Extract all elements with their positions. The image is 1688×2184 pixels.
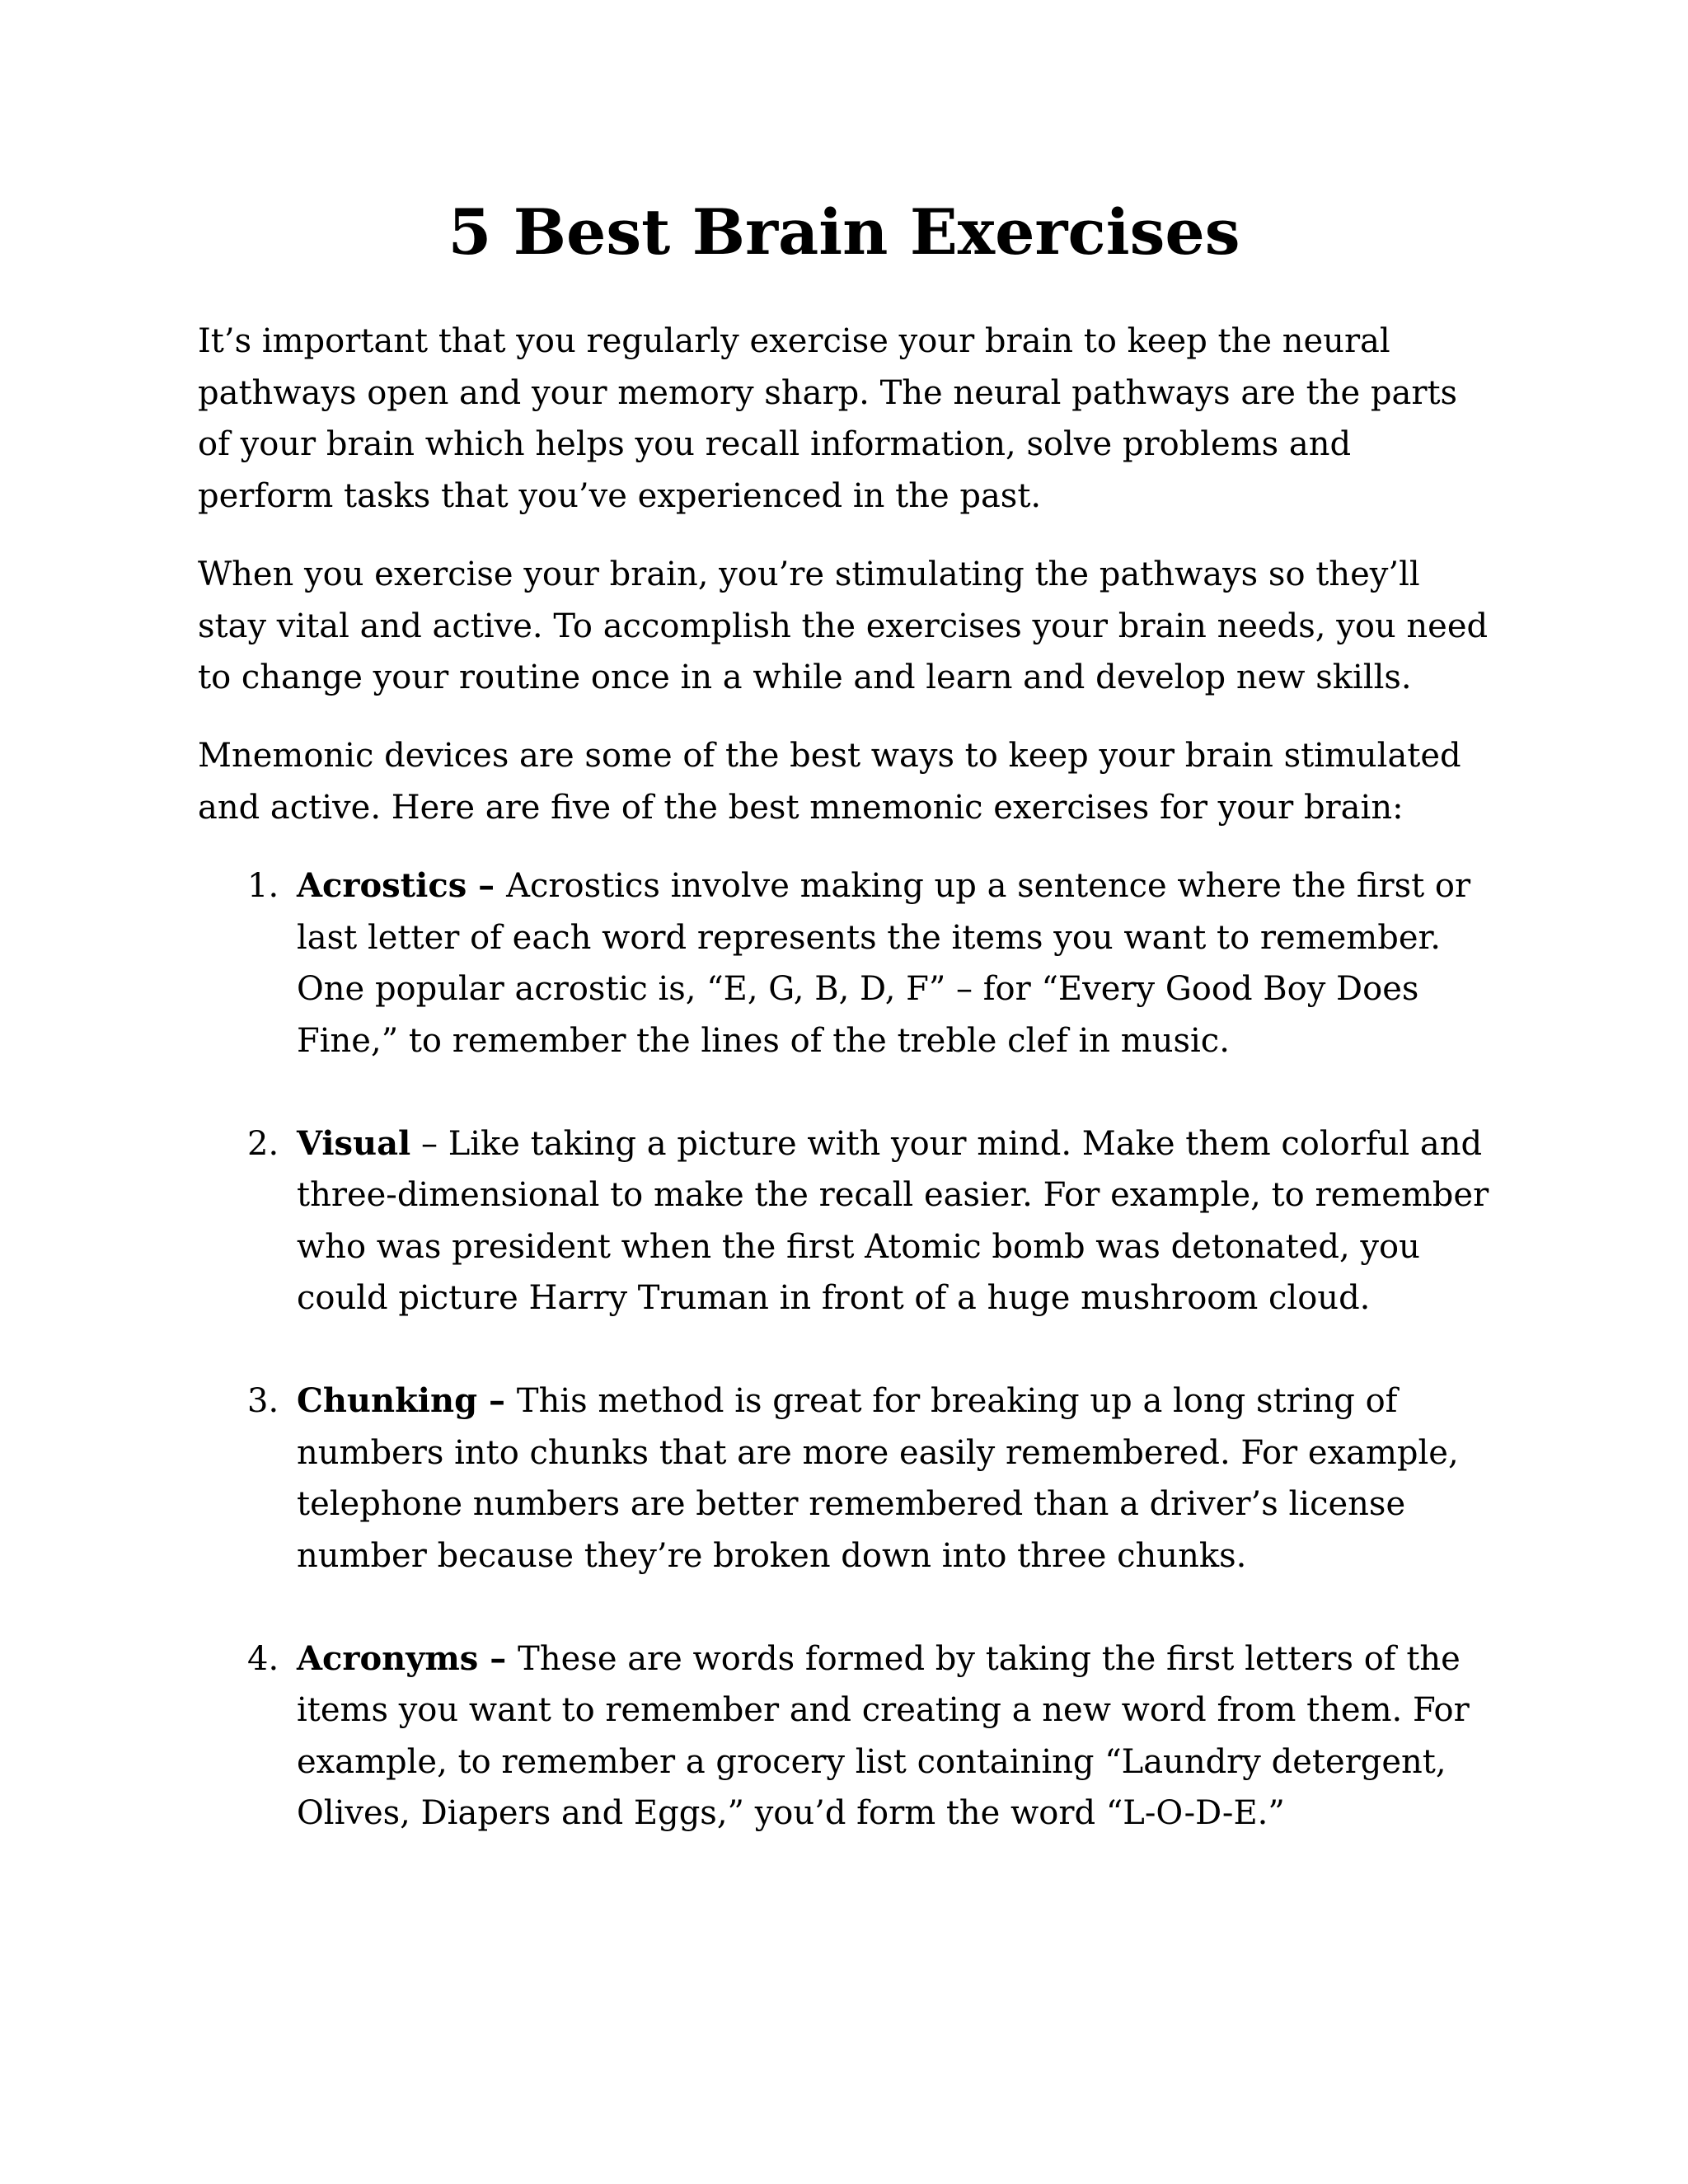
list-item-number: 2. bbox=[247, 1124, 279, 1163]
list-item-title: Acrostics bbox=[297, 866, 467, 905]
list-item-text: This method is great for breaking up a long string of numbers into chunks that are more easily remembered. For example, telephone numbers are better remembered than a driver’s license number because they’re broken down into three chunks. bbox=[297, 1382, 1459, 1575]
exercise-list bbox=[198, 860, 1492, 1891]
list-item-number: 4. bbox=[247, 1639, 279, 1678]
list-item-separator: – bbox=[467, 866, 507, 905]
list-item-text: These are words formed by taking the first letters of the items you want to remember and creating a new word from them. For example, to remember a grocery list containing “Laundry detergent, Olives, Diapers and Eggs,” you’d form the word “L-O-D-E.” bbox=[297, 1639, 1470, 1832]
list-item bbox=[198, 1118, 1492, 1324]
list-item-separator: – bbox=[410, 1124, 448, 1163]
page-title: 5 Best Brain Exercises bbox=[448, 195, 1240, 269]
stimulation-paragraph: When you exercise your brain, you’re stimulating the pathways so they’ll stay vital and active. To accomplish the exercises your brain needs, you need to change your routine once in a while and learn and develop new skills. bbox=[198, 555, 1489, 696]
mnemonic-intro-paragraph: Mnemonic devices are some of the best ways to keep your brain stimulated and active. Here are five of the best mnemonic exercises for your brain: bbox=[198, 737, 1461, 827]
list-item-number: 1. bbox=[247, 867, 279, 905]
intro-paragraph: It’s important that you regularly exercise your brain to keep the neural pathways open and your memory sharp. The neural pathways are the parts of your brain which helps you recall information, solve problems and perform tasks that you’ve experienced in the past. bbox=[198, 322, 1458, 515]
list-item-separator: – bbox=[477, 1381, 517, 1420]
list-item-number: 3. bbox=[247, 1382, 279, 1420]
list-item bbox=[198, 860, 1492, 1066]
list-item bbox=[198, 1633, 1492, 1840]
list-item-text: Like taking a picture with your mind. Make them colorful and three-dimensional to make the recall easier. For example, to remember who was president when the first Atomic bomb was detonated, you could picture Harry Truman in front of a huge mushroom cloud. bbox=[297, 1124, 1489, 1317]
list-item-title: Acronyms bbox=[297, 1638, 479, 1678]
list-item-title: Chunking bbox=[297, 1381, 478, 1420]
list-item-title: Visual bbox=[297, 1123, 411, 1163]
list-item-text: Acrostics involve making up a sentence where the first or last letter of each word represents the items you want to remember. One popular acrostic is, “E, G, B, D, F” – for “Every Good Boy Does Fine,” to remember the lines of the treble clef in music. bbox=[297, 867, 1471, 1060]
list-item bbox=[198, 1376, 1492, 1582]
list-item-separator: – bbox=[478, 1638, 518, 1678]
